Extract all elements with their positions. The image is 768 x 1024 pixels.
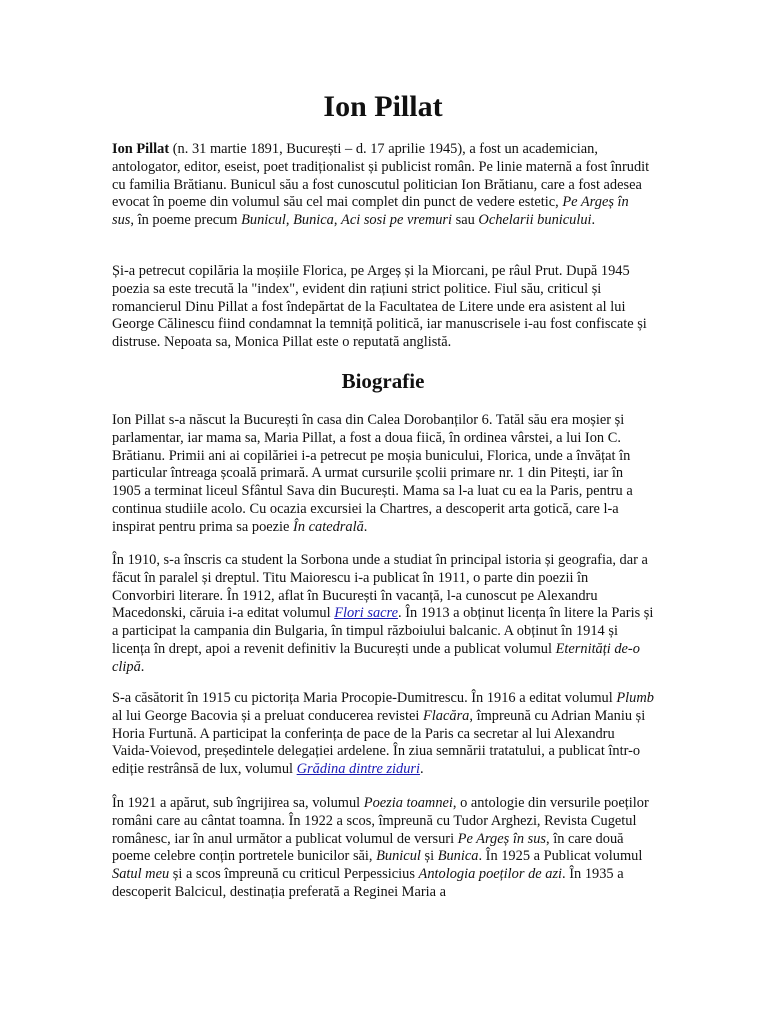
- biography-paragraph-2: În 1910, s-a înscris ca student la Sorbona unde a studiat în principal istoria și geografia, dar a făcut în paralel și dreptul. Titu Maiorescu i-a publicat în 1911, o parte din poezii în Convorbiri literare. În 1912, aflat în București în vacanță, l-a cunoscut pe Alexandru Macedonski, căruia i-a editat volumul Flori sacre. În 1913 a obținut licența în litere la Paris și a participat la campania din Bulgaria, în timpul războiului balcanic. A obținut în 1914 și licența în drept, apoi a revenit definitiv la București unde a publicat volumul Eternități de-o clipă.: [112, 552, 654, 675]
- biography-paragraph-4: În 1921 a apărut, sub îngrijirea sa, volumul Poezia toamnei, o antologie din versurile poeților români care au cântat toamna. În 1922 a scos, împreună cu Tudor Arghezi, Revista Cugetul românesc, iar în anul următor a publicat volumul de versuri Pe Argeș în sus, în care două poeme celebre conțin portretele bunicilor săi, Bunicul și Bunica. În 1925 a Publicat volumul Satul meu și a scos împreună cu criticul Perpessicius Antologia poeților de azi. În 1935 a descoperit Balcicul, destinația preferată a Reginei Maria a: [112, 795, 649, 900]
- childhood-paragraph: Și-a petrecut copilăria la moșiile Florica, pe Argeș și la Miorcani, pe râul Prut. După 1945 poezia sa este trecută la "index", evident din rațiuni strict politice. Fiul său, criticul și romancierul Dinu Pillat a fost îndepărtat de la Facultatea de Litere unde era asistent al lui George Călinescu fiind condamnat la temniță politică, iar manuscrisele i-au fost confiscate și distruse. Nepoata sa, Monica Pillat este o reputată anglistă.: [112, 263, 647, 351]
- link-gradina-dintre-ziduri[interactable]: Grădina dintre ziduri: [296, 761, 421, 778]
- subject-name: Ion Pillat: [112, 141, 170, 157]
- biography-paragraph-1: Ion Pillat s-a născut la București în casa din Calea Dorobanților 6. Tatăl său era moșier și parlamentar, iar mama sa, Maria Pillat, a fost a doua fiică, în ordinea vârstei, a lui Ion C. Brătianu. Primii ani ai copilăriei i-a petrecut pe moșia bunicului, Florica, unde a învățat în particular întreaga școală primară. A urmat cursurile școlii primare nr. 1 din Pitești, iar în 1905 a terminat liceul Sfântul Sava din București. Mama sa l-a luat cu ea la Paris, pentru a continua studiile acolo. Cu ocazia excursiei la Chartres, a descoperit arta gotică, care l-a inspirat pentru prima sa poezie În catedrală.: [112, 412, 633, 535]
- intro-paragraph: Ion Pillat (n. 31 martie 1891, București – d. 17 aprilie 1945), a fost un academician, antologator, editor, eseist, poet tradiționalist și publicist român. Pe linie maternă a fost înrudit cu familia Brătianu. Bunicul său a fost cunoscutul politician Ion Brătianu, care a fost adesea evocat în poeme din volumul său cel mai complet din punct de vedere estetic, Pe Argeș în sus, în poeme precum Bunicul, Bunica, Aci sosi pe vremuri sau Ochelarii bunicului.: [112, 141, 650, 229]
- section-heading-biografie: Biografie: [341, 369, 425, 393]
- page-title: Ion Pillat: [323, 90, 443, 123]
- link-flori-sacre[interactable]: Flori sacre: [334, 605, 399, 622]
- biography-paragraph-3: S-a căsătorit în 1915 cu pictorița Maria Procopie-Dumitrescu. În 1916 a editat volumul Plumb al lui George Bacovia și a preluat conducerea revistei Flacăra, împreună cu Adrian Maniu și Horia Furtună. A participat la conferința de pace de la Paris ca secretar al lui Alexandru Vaida-Voievod, președintele delegației ardelene. În ziua semnării tratatului, a publicat într-o ediție restrânsă de lux, volumul Grădina dintre ziduri.: [112, 690, 654, 778]
